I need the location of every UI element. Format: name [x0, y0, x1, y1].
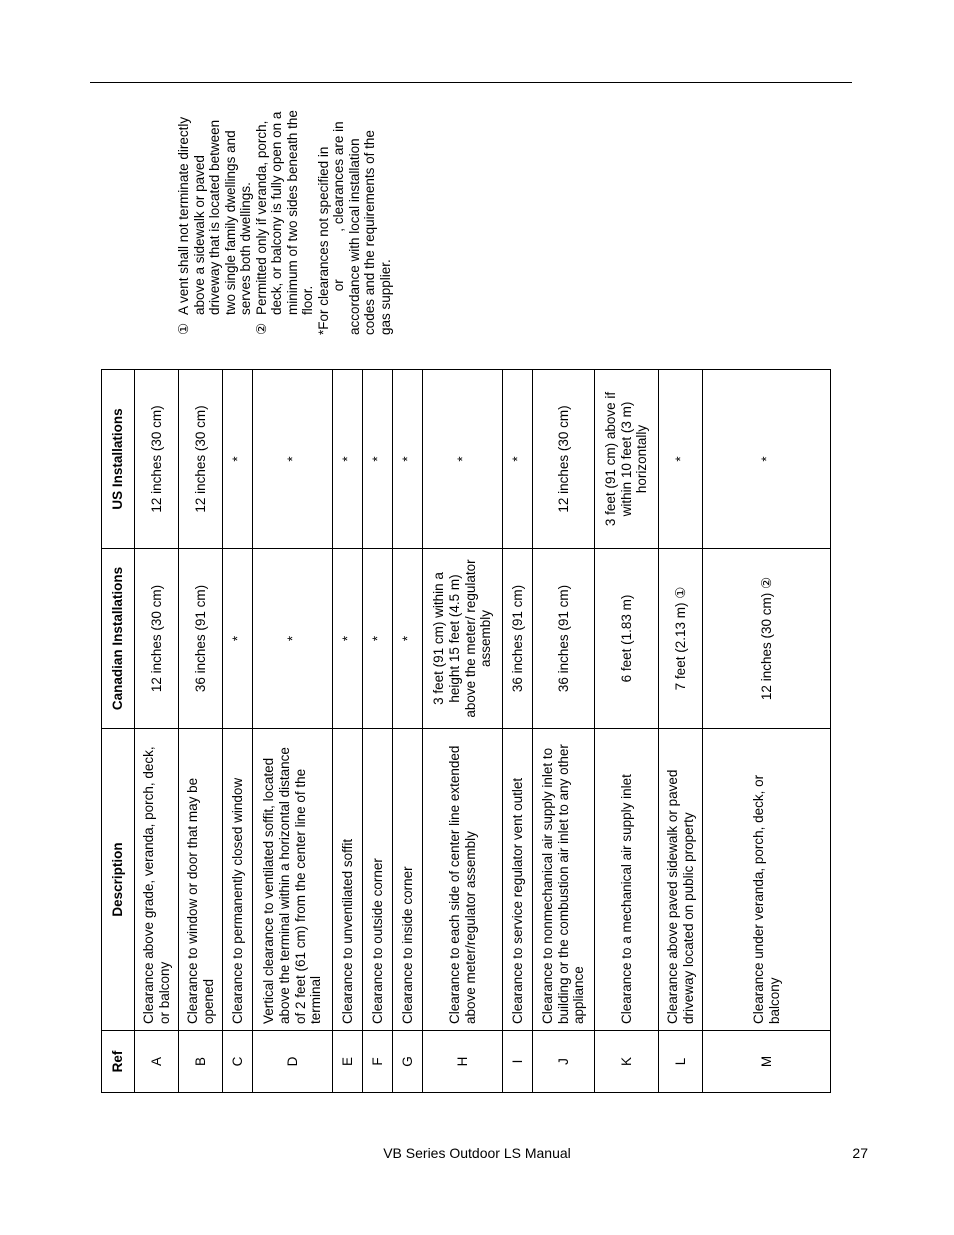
- note-star-a: *For clearances not specified in: [315, 146, 331, 335]
- row-canadian: *: [253, 549, 333, 729]
- row-canadian: 36 inches (91 cm): [179, 549, 223, 729]
- clearance-table-container: [101, 370, 831, 1093]
- row-canadian: 3 feet (91 cm) within a height 15 feet (4.5 m) above the meter/ regulator assembly: [423, 549, 503, 729]
- page-number: 27: [852, 1145, 868, 1161]
- row-description: Clearance above grade, veranda, porch, deck, or balcony: [135, 729, 179, 1031]
- row-ref: C: [223, 1031, 253, 1093]
- row-us: *: [659, 370, 703, 549]
- note-star: [316, 105, 394, 335]
- row-us: 12 inches (30 cm): [533, 370, 595, 549]
- row-ref: B: [179, 1031, 223, 1093]
- row-description: Clearance to outside corner: [363, 729, 393, 1031]
- vent-clearance-table: [101, 369, 831, 1093]
- row-canadian: *: [333, 549, 363, 729]
- row-canadian: 12 inches (30 cm) ②: [703, 549, 831, 729]
- row-description: Clearance to window or door that may be opened: [179, 729, 223, 1031]
- row-canadian: *: [363, 549, 393, 729]
- table-row: [393, 370, 423, 1093]
- row-description: Vertical clearance to ventilated soffit, located above the terminal within a horizontal distance of 2 feet (61 cm) from the center line of the terminal: [253, 729, 333, 1031]
- table-row: [423, 370, 503, 1093]
- header-canadian: Canadian Installations: [102, 549, 135, 729]
- header-ref: Ref: [102, 1031, 135, 1093]
- table-row: [253, 370, 333, 1093]
- table-row: [135, 370, 179, 1093]
- row-us: *: [253, 370, 333, 549]
- row-ref: E: [333, 1031, 363, 1093]
- footer-manual-title: VB Series Outdoor LS Manual: [383, 1145, 571, 1161]
- table-row: [595, 370, 659, 1093]
- table-row: [533, 370, 595, 1093]
- row-description: Clearance to unventilated soffit: [333, 729, 363, 1031]
- note-star-b: or: [331, 279, 347, 292]
- row-ref: L: [659, 1031, 703, 1093]
- row-description: Clearance under veranda, porch, deck, or balcony: [703, 729, 831, 1031]
- note-2-text: Permitted only if veranda, porch, deck, or balcony is fully open on a minimum of two sides beneath the floor.: [253, 110, 316, 315]
- header-rule: [90, 82, 852, 83]
- row-canadian: 6 feet (1.83 m): [595, 549, 659, 729]
- row-ref: H: [423, 1031, 503, 1093]
- row-description: Clearance to a mechanical air supply inlet: [595, 729, 659, 1031]
- row-us: *: [393, 370, 423, 549]
- row-description: Clearance to inside corner: [393, 729, 423, 1031]
- row-canadian: 12 inches (30 cm): [135, 549, 179, 729]
- note-2-mark: ②: [253, 322, 269, 335]
- note-1: [176, 105, 254, 335]
- row-description: Clearance to nonmechanical air supply inlet to building or the combustion air inlet to any other appliance: [533, 729, 595, 1031]
- row-description: Clearance to each side of center line extended above meter/regulator assembly: [423, 729, 503, 1031]
- row-canadian: 36 inches (91 cm): [533, 549, 595, 729]
- table-row: [333, 370, 363, 1093]
- row-us: 12 inches (30 cm): [135, 370, 179, 549]
- row-us: 3 feet (91 cm) above if within 10 feet (3 m) horizontally: [595, 370, 659, 549]
- note-2: [254, 105, 316, 335]
- row-us: *: [503, 370, 533, 549]
- row-description: Clearance to permanently closed window: [223, 729, 253, 1031]
- note-1-text: A vent shall not terminate directly above a sidewalk or paved driveway that is located between two single family dwellings and serves both dwellings.: [176, 116, 254, 315]
- table-row: [179, 370, 223, 1093]
- row-description: Clearance above paved sidewalk or paved driveway located on public property: [659, 729, 703, 1031]
- row-us: *: [703, 370, 831, 549]
- row-canadian: 36 inches (91 cm): [503, 549, 533, 729]
- row-ref: I: [503, 1031, 533, 1093]
- note-1-mark: ①: [176, 322, 191, 335]
- header-description: Description: [102, 729, 135, 1031]
- note-star-c: , clearances are in accordance with local installation codes and the requirements of the gas supplier.: [331, 121, 393, 335]
- row-ref: K: [595, 1031, 659, 1093]
- table-row: [659, 370, 703, 1093]
- row-us: *: [223, 370, 253, 549]
- table-header-row: [102, 370, 135, 1093]
- row-ref: A: [135, 1031, 179, 1093]
- table-row: [223, 370, 253, 1093]
- row-description: Clearance to service regulator vent outlet: [503, 729, 533, 1031]
- table-row: [363, 370, 393, 1093]
- table-row: [703, 370, 831, 1093]
- row-us: *: [423, 370, 503, 549]
- row-canadian: 7 feet (2.13 m) ①: [659, 549, 703, 729]
- row-ref: D: [253, 1031, 333, 1093]
- row-us: *: [363, 370, 393, 549]
- table-row: [503, 370, 533, 1093]
- row-us: *: [333, 370, 363, 549]
- row-ref: J: [533, 1031, 595, 1093]
- row-canadian: *: [393, 549, 423, 729]
- row-ref: F: [363, 1031, 393, 1093]
- clearance-notes: [176, 105, 546, 335]
- row-ref: G: [393, 1031, 423, 1093]
- row-ref: M: [703, 1031, 831, 1093]
- row-canadian: *: [223, 549, 253, 729]
- row-us: 12 inches (30 cm): [179, 370, 223, 549]
- header-us: US Installations: [102, 370, 135, 549]
